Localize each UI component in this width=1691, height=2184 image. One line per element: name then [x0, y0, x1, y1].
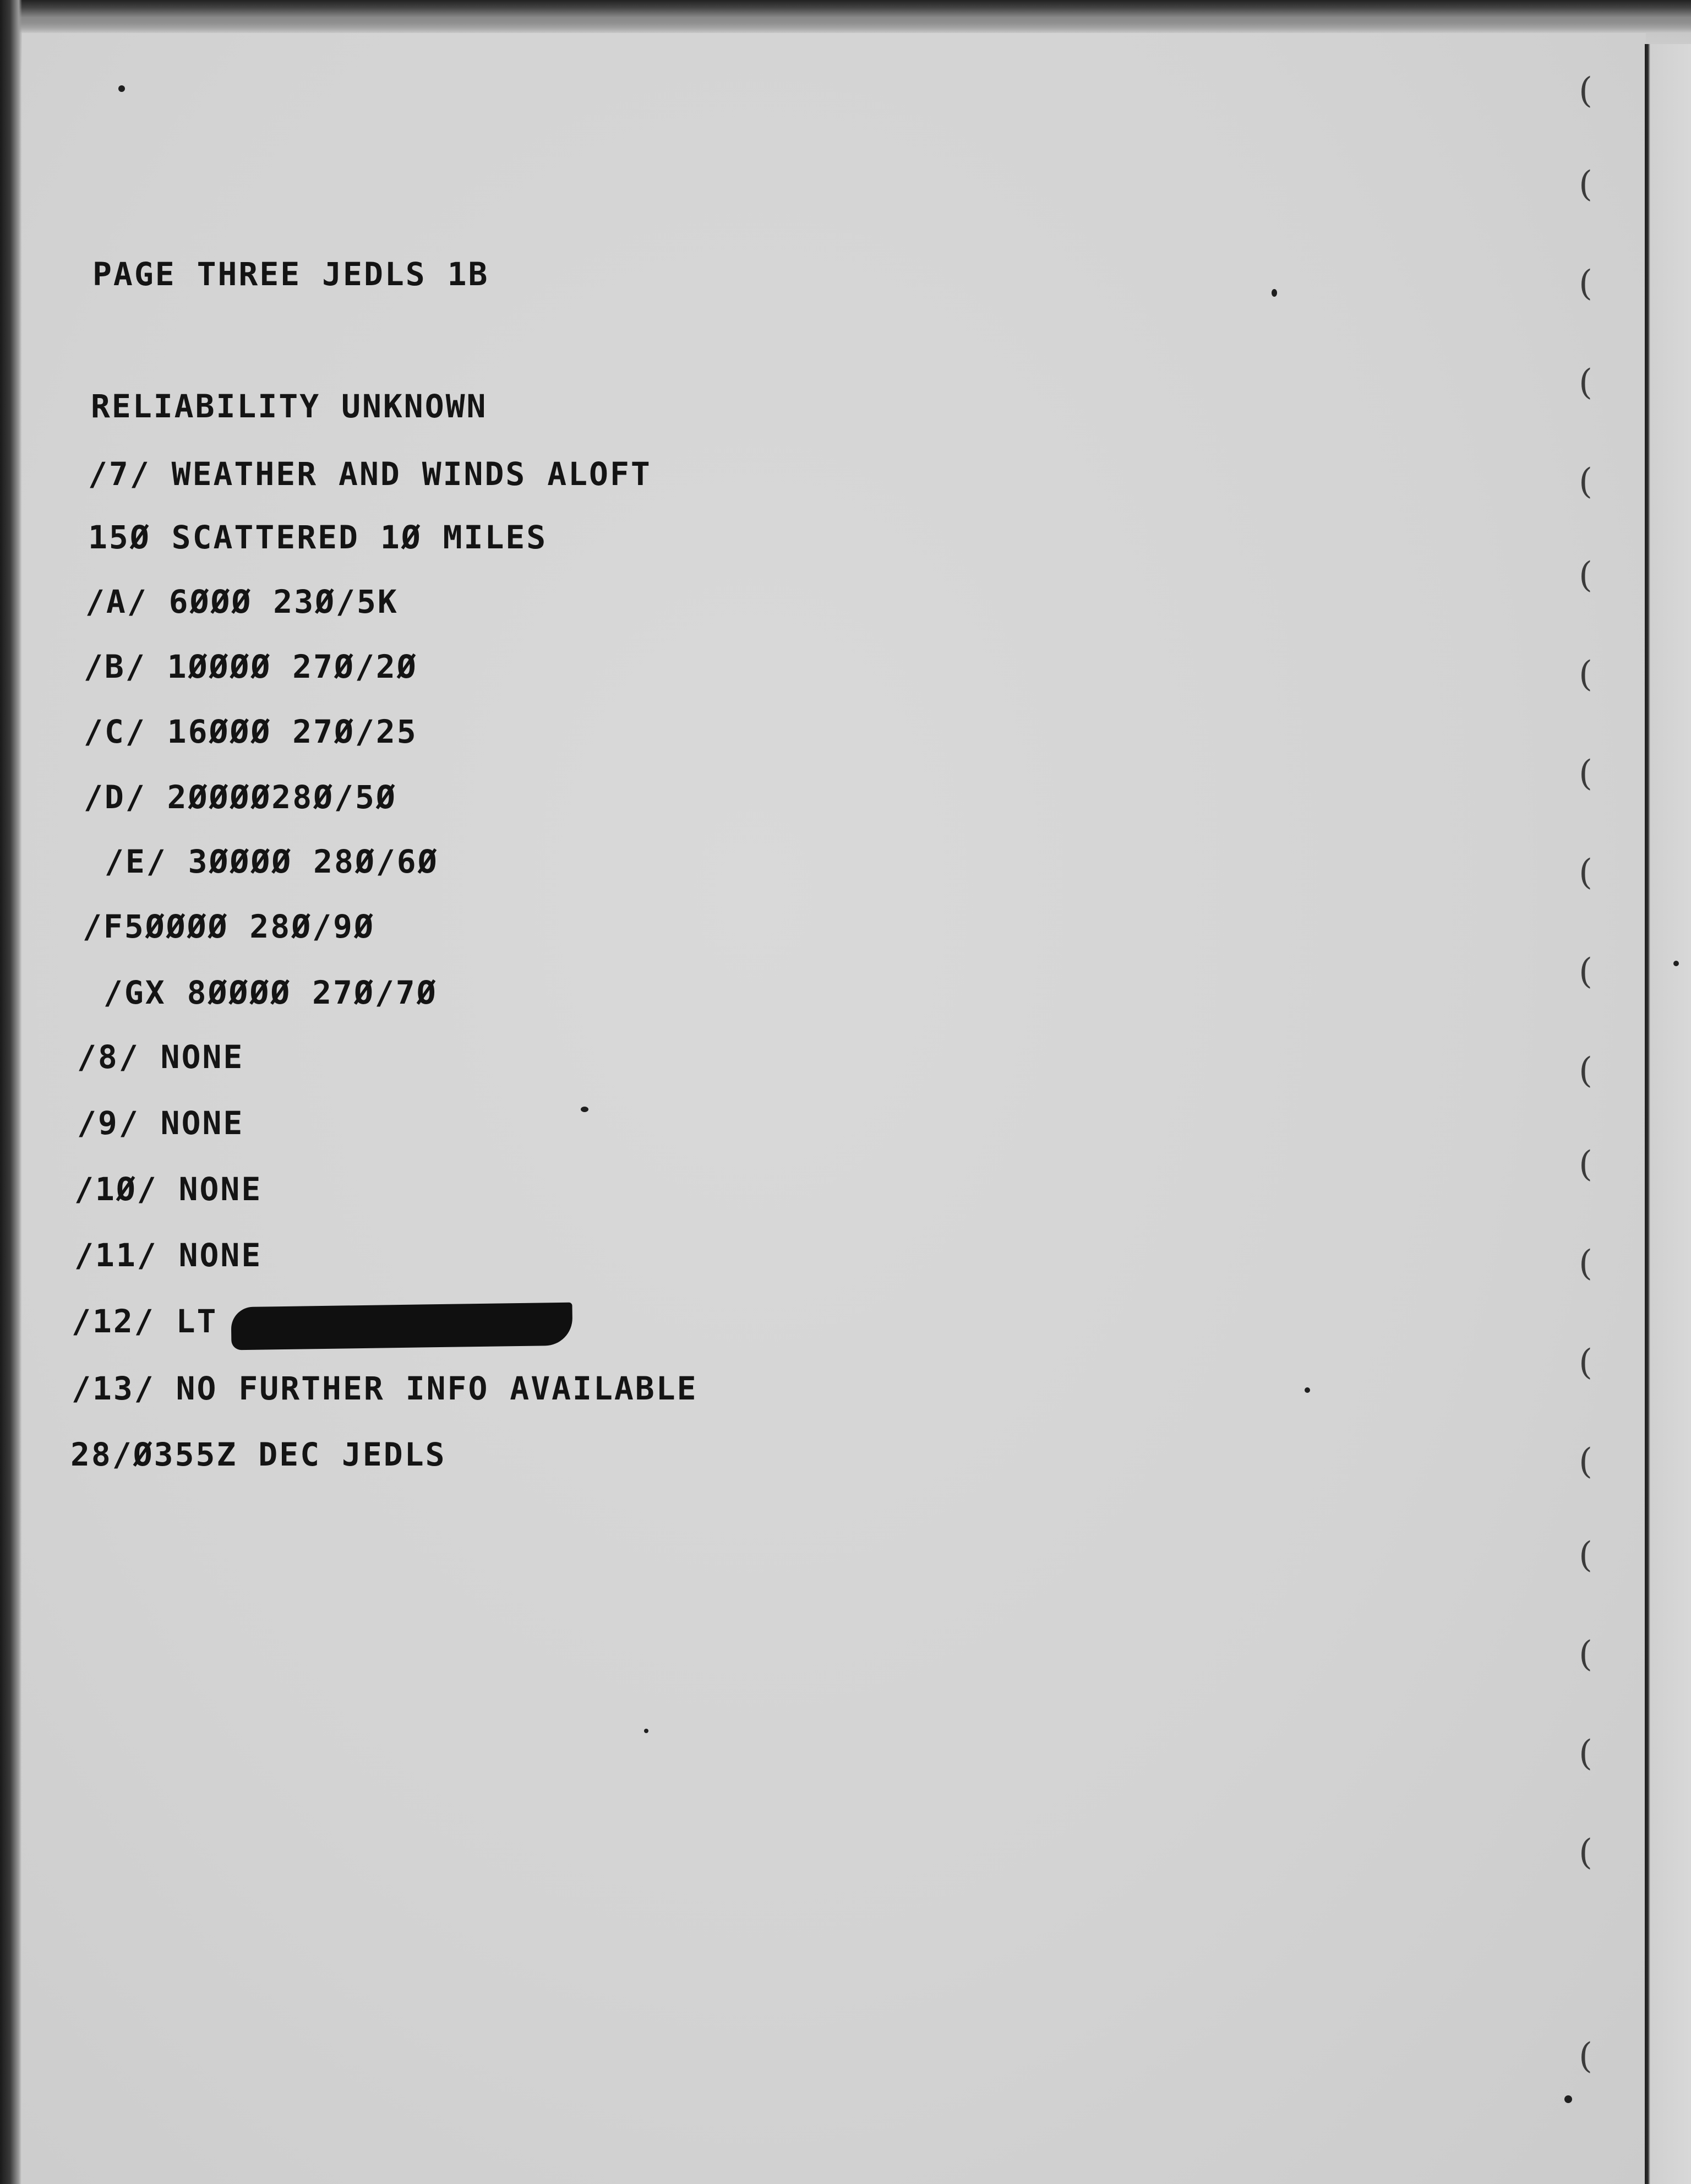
- text-line: /12/ LT: [72, 1303, 218, 1340]
- feed-hole: (: [1579, 164, 1592, 205]
- text-line: /C/ 16ØØØ 27Ø/25: [84, 713, 418, 750]
- dust-speck: [1305, 1387, 1310, 1393]
- text-line: /8/ NONE: [77, 1038, 244, 1076]
- text-line: /1Ø/ NONE: [74, 1170, 263, 1208]
- feed-hole: (: [1579, 1342, 1592, 1383]
- tractor-feed-strip: [1645, 44, 1691, 2184]
- feed-hole: (: [1579, 70, 1592, 111]
- dust-speck: [581, 1107, 588, 1112]
- feed-hole: (: [1579, 654, 1592, 695]
- feed-hole: (: [1579, 852, 1592, 893]
- text-line: RELIABILITY UNKNOWN: [91, 388, 488, 425]
- text-line: /B/ 1ØØØØ 27Ø/2Ø: [84, 648, 418, 685]
- feed-hole: (: [1579, 461, 1592, 502]
- page-header-line: PAGE THREE JEDLS 1B: [92, 255, 489, 293]
- feed-hole: (: [1579, 1243, 1592, 1284]
- redaction-bar: [231, 1303, 572, 1350]
- text-line: /9/ NONE: [77, 1104, 244, 1142]
- text-line: /11/ NONE: [74, 1237, 263, 1274]
- feed-hole: (: [1579, 1441, 1592, 1482]
- feed-hole: (: [1579, 555, 1592, 596]
- feed-hole: (: [1579, 951, 1592, 992]
- feed-hole: (: [1579, 263, 1592, 304]
- scan-left-edge: [0, 0, 22, 2184]
- text-line: /D/ 2ØØØØ28Ø/5Ø: [84, 778, 397, 816]
- feed-hole: (: [1579, 753, 1592, 794]
- text-line: 15Ø SCATTERED 1Ø MILES: [88, 519, 548, 556]
- text-line: /F5ØØØØ 28Ø/9Ø: [83, 908, 375, 945]
- dust-speck: [118, 85, 125, 92]
- dust-speck: [1564, 2095, 1572, 2103]
- text-line: /E/ 3ØØØØ 28Ø/6Ø: [84, 843, 439, 880]
- feed-hole: (: [1579, 1832, 1592, 1873]
- text-line: /7/ WEATHER AND WINDS ALOFT: [88, 455, 652, 493]
- text-line: /13/ NO FURTHER INFO AVAILABLE: [72, 1370, 698, 1407]
- text-line: /GX 8ØØØØ 27Ø/7Ø: [83, 974, 438, 1011]
- dust-speck: [1272, 289, 1277, 297]
- feed-hole: (: [1579, 1535, 1592, 1576]
- feed-hole: (: [1579, 2036, 1592, 2077]
- message-footer-line: 28/Ø355Z DEC JEDLS: [70, 1436, 446, 1473]
- scan-top-edge: [0, 0, 1691, 33]
- paper-sheet: [22, 33, 1646, 2184]
- feed-hole: (: [1579, 1050, 1592, 1091]
- feed-hole: (: [1579, 1733, 1592, 1774]
- dust-speck: [644, 1729, 648, 1733]
- text-line: /A/ 6ØØØ 23Ø/5K: [85, 583, 399, 620]
- feed-hole: (: [1579, 1634, 1592, 1675]
- feed-hole: (: [1579, 1144, 1592, 1185]
- dust-speck: [1673, 961, 1679, 966]
- feed-hole: (: [1579, 362, 1592, 403]
